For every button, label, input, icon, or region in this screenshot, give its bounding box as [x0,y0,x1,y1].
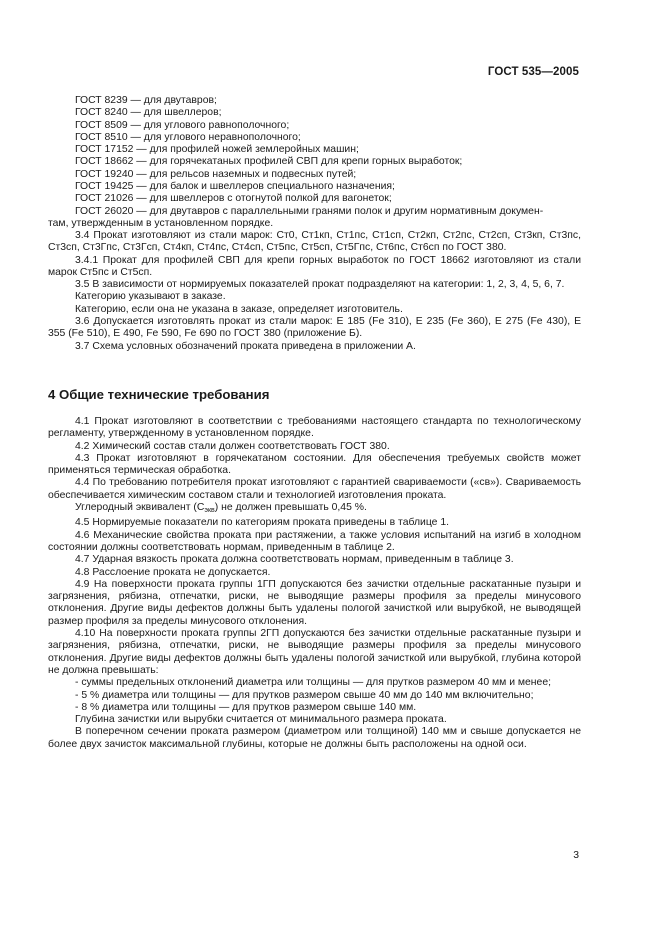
carbon-equivalent-text: Углеродный эквивалент (С [75,502,205,514]
section-4-paragraphs [48,416,581,751]
section-4-title: 4 Общие технические требования [48,387,270,402]
paragraph-3-4: 3.4 Прокат изготовляют из стали марок: Ст0, Ст1кп, Ст1пс, Ст1сп, Ст2кп, Ст2пс, Ст2сп, Ст3кп, Ст3пс, Ст3сп, Ст3Гпс, Ст3Гсп, Ст4кп, Ст4пс, Ст4сп, Ст5пс, Ст5сп, Ст5Гпс, Ст6пс, Ст6сп по ГОСТ 380. [48,230,581,254]
paragraph-cross-section: В поперечном сечении проката размером (диаметром или толщиной) 140 мм и свыше допускается не более двух зачисток максимальной глубины, которые не должны быть расположены на одной оси. [48,726,581,750]
carbon-equivalent-subscript: экв [204,507,215,515]
gost-item: ГОСТ 19425 — для балок и швеллеров специального назначения; [75,181,395,193]
gost-item: ГОСТ 21026 — для швеллеров с отогнутой полкой для вагонеток; [75,193,392,205]
paragraph-4-1: 4.1 Прокат изготовляют в соответствии с требованиями настоящего стандарта по технологическому регламенту, утвержденному в установленном порядке. [48,416,581,440]
list-item: - 5 % диаметра или толщины — для прутков размером свыше 40 мм до 140 мм включительно; [75,689,534,701]
paragraph-4-3: 4.3 Прокат изготовляют в горячекатаном состоянии. Для обеспечения требуемых свойств может применяться термическая обработка. [48,452,581,477]
gost-item: ГОСТ 17152 — для профилей ножей землеройных машин; [75,144,359,156]
paragraph-4-2: 4.2 Химический состав стали должен соответствовать ГОСТ 380. [75,440,390,452]
paragraph-3-5-category: Категорию указывают в заказе. [75,291,226,303]
paragraph-4-4: 4.4 По требованию потребителя прокат изготовляют с гарантией свариваемости («св»). Свариваемость обеспечивается химическим составом стали и технологией изготовления проката. [48,477,581,501]
page-number: 3 [573,850,579,861]
gost-item: ГОСТ 19240 — для рельсов наземных и подвесных путей; [75,168,357,180]
section-3-paragraphs [48,230,581,353]
paragraph-4-7: 4.7 Ударная вязкость проката должна соответствовать нормам, приведенным в таблице 3. [75,554,514,566]
list-item: - 8 % диаметра или толщины — для прутков размером свыше 140 мм. [75,701,417,713]
gost-item: ГОСТ 8239 — для двутавров; [75,95,217,106]
paragraph-4-10: 4.10 На поверхности проката группы 2ГП допускаются без зачистки отдельные раскатанные пузыри и загрязнения, рябизна, отпечатки, риски, не выводящие размеры профиля за пределы минусового отклонения. Другие виды дефектов должны быть удалены пологой зачисткой или вырубкой, глубина которой не должна превышать: [48,628,581,676]
gost-reference-list [48,95,581,230]
gost-item: ГОСТ 8510 — для углового неравнополочного; [75,131,301,143]
paragraph-3-4-1: 3.4.1 Прокат для профилей СВП для крепи горных выработок по ГОСТ 18662 изготовляют из стали марок Ст5пс и Ст5сп. [48,254,581,278]
gost-item: ГОСТ 26020 — для двутавров с параллельными гранями полок и другим нормативным докумен- [75,205,544,217]
gost-item: ГОСТ 8509 — для углового равнополочного; [75,119,290,131]
paragraph-3-5-manufacturer: Категорию, если она не указана в заказе, определяет изготовитель. [75,303,403,315]
paragraph-3-5: 3.5 В зависимости от нормируемых показателей прокат подразделяют на категории: 1, 2, 3, 4, 5, 6, 7. [75,279,565,291]
paragraph-3-7: 3.7 Схема условных обозначений проката приведена в приложении А. [75,340,416,352]
paragraph-3-6: 3.6 Допускается изготовлять прокат из стали марок: Е 185 (Fe 310), Е 235 (Fe 360), Е 275 (Fe 430), Е 355 (Fe 510), Е 490, Fe 590, Fe 690 по ГОСТ 380 (приложение Б). [48,316,581,340]
paragraph-4-5: 4.5 Нормируемые показатели по категориям проката приведены в таблице 1. [75,517,449,529]
paragraph-4-8: 4.8 Расслоение проката не допускается. [75,566,271,578]
gost-item: ГОСТ 18662 — для горячекатаных профилей СВП для крепи горных выработок; [75,156,463,168]
gost-item: ГОСТ 8240 — для швеллеров; [75,107,222,119]
paragraph-4-6: 4.6 Механические свойства проката при растяжении, а также условия испытаний на изгиб в холодном состоянии должны соответствовать нормам, приведенным в таблице 2. [48,529,581,553]
paragraph-carbon-equivalent [48,502,581,517]
carbon-equivalent-limit: ) не должен превышать 0,45 %. [214,502,367,514]
list-item: - суммы предельных отклонений диаметра или толщины — для прутков размером 40 мм и менее; [75,677,551,689]
paragraph-4-9: 4.9 На поверхности проката группы 1ГП допускаются без зачистки отдельные раскатанные пузыри и загрязнения, рябизна, отпечатки, риски, не выводящие размеры профиля за пределы минусового отклонения. Другие виды дефектов должны быть удалены пологой зачисткой или вырубкой, не выводящей размер профиля за пределы минусового отклонения. [48,578,581,627]
gost-item: там, утвержденным в установленном порядке. [48,217,274,229]
paragraph-depth: Глубина зачистки или вырубки считается от минимального размера проката. [75,714,447,726]
document-header: ГОСТ 535—2005 [487,66,579,78]
